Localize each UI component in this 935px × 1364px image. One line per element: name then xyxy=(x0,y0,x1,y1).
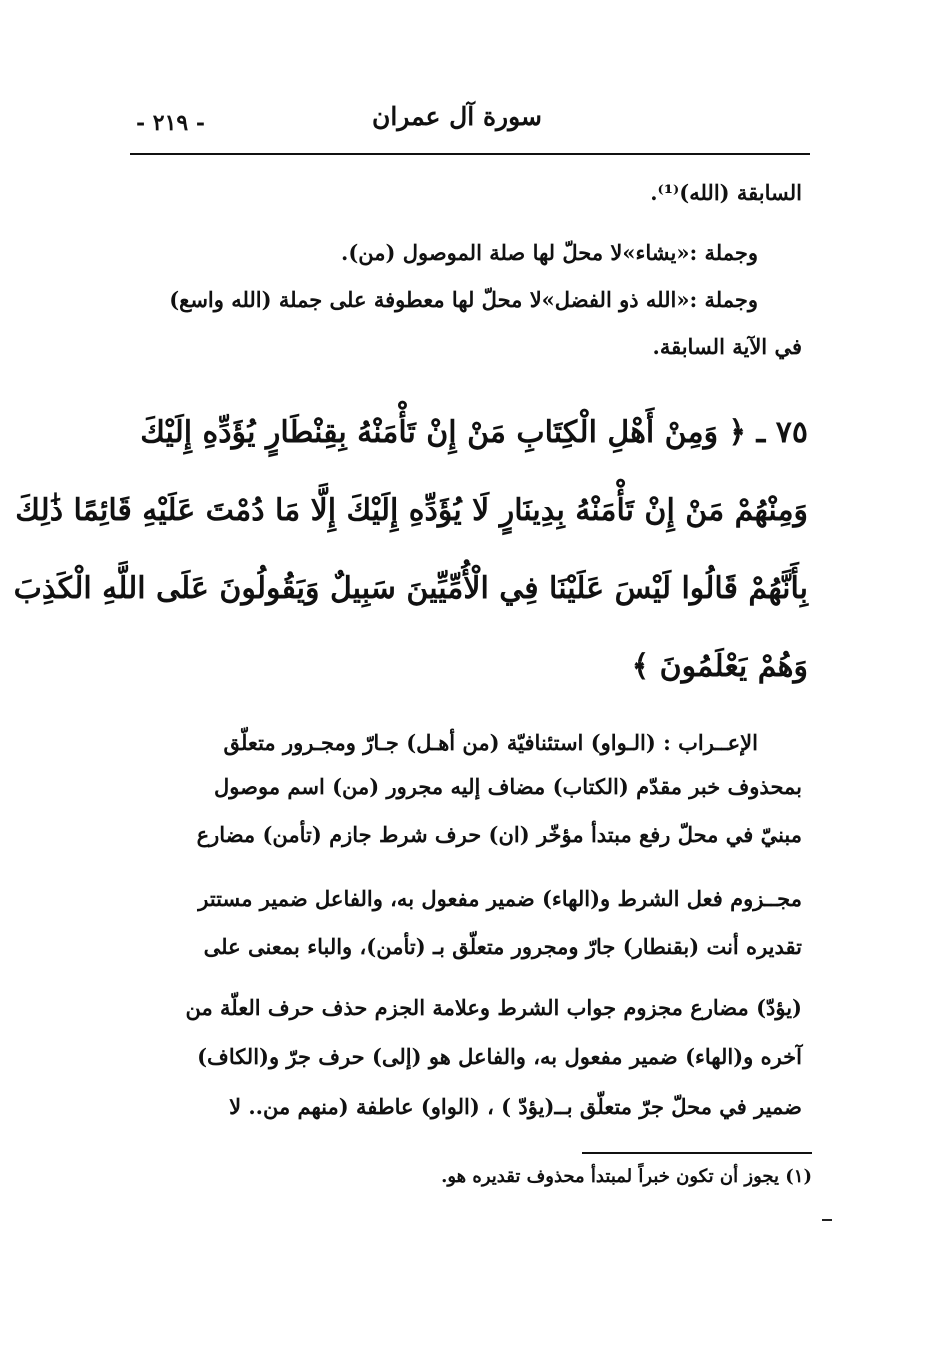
header-divider xyxy=(130,153,810,155)
intro-line: السابقة (الله)⁽¹⁾. xyxy=(650,180,802,205)
irab-line: تقديره أنت (بقنطار) جارّ ومجرور متعلّق بـ (تأمن)، والباء بمعنى على xyxy=(203,934,802,959)
irab-line: ضمير في محلّ جرّ متعلّق بــ(يؤدّ ) ، (الواو) عاطفة (منهم من.. لا xyxy=(229,1094,802,1119)
verse-line: وَمِنْهُمْ مَنْ إِنْ تَأْمَنْهُ بِدِينَارٍ لَا يُؤَدِّهِ إِلَيْكَ إِلَّا مَا دُمْتَ عَلَيْهِ قَائِمًا ذَٰلِكَ xyxy=(15,493,808,528)
irab-line-block xyxy=(136,730,802,756)
irab-line-block xyxy=(136,934,802,960)
irab-line: مبنيّ في محلّ رفع مبتدأ مؤخّر (ان) حرف شرط جازم (تأمن) مضارع xyxy=(196,822,802,847)
irab-line: (يؤدّ) مضارع مجزوم جواب الشرط وعلامة الجزم حذف حرف العلّة من xyxy=(185,995,802,1020)
intro-line-3-block xyxy=(136,287,802,313)
irab-line-block xyxy=(136,995,802,1021)
footnote-divider xyxy=(582,1152,812,1154)
footnote: (١) يجوز أن تكون خبراً لمبتدأ محذوف تقديره هو. xyxy=(441,1166,812,1187)
irab-line-block xyxy=(136,886,802,912)
irab-line: مجــزوم فعل الشرط و(الهاء) ضمير مفعول به، والفاعل ضمير مستتر xyxy=(198,886,802,911)
irab-line: بمحذوف خبر مقدّم (الكتاب) مضاف إليه مجرور (من) اسم موصول xyxy=(214,774,802,799)
irab-line-block xyxy=(136,1094,802,1120)
irab-line-block xyxy=(136,1044,802,1070)
verse-line: وَهُمْ يَعْلَمُونَ ﴾ xyxy=(631,649,808,684)
intro-line-4-block xyxy=(136,334,802,360)
irab-line-block xyxy=(136,822,802,848)
intro-line: في الآية السابقة. xyxy=(652,334,802,359)
intro-line-1-block xyxy=(136,180,802,206)
verse-line: ٧٥ ـ ﴿ وَمِنْ أَهْلِ الْكِتَابِ مَنْ إِنْ تَأْمَنْهُ بِقِنْطَارٍ يُؤَدِّهِ إِلَيْكَ xyxy=(140,415,808,450)
verse-block xyxy=(13,398,808,710)
irab-line-block xyxy=(136,774,802,800)
surah-title: سورة آل عمران xyxy=(371,102,542,131)
verse-line: بِأَنَّهُمْ قَالُوا لَيْسَ عَلَيْنَا فِي الْأُمِّيِّينَ سَبِيلٌ وَيَقُولُونَ عَلَى اللَّهِ الْكَذِبَ xyxy=(13,571,808,606)
page-number: - ٢١٩ - xyxy=(136,110,206,136)
intro-line: وجملة :«يشاء»لا محلّ لها صلة الموصول (من). xyxy=(341,240,758,265)
irab-line: آخره و(الهاء) ضمير مفعول به، والفاعل هو (إلى) حرف جرّ و(الكاف) xyxy=(197,1044,802,1069)
page-header xyxy=(130,100,810,152)
irab-line: الإعــراب : (الـواو) استئنافيّة (من أهـل) جـارّ ومجـرور متعلّق xyxy=(223,730,758,755)
intro-line-2-block xyxy=(136,240,802,266)
intro-line: وجملة :«الله ذو الفضل»لا محلّ لها معطوفة على جملة (الله واسع) xyxy=(169,287,758,312)
margin-mark xyxy=(822,1219,832,1221)
